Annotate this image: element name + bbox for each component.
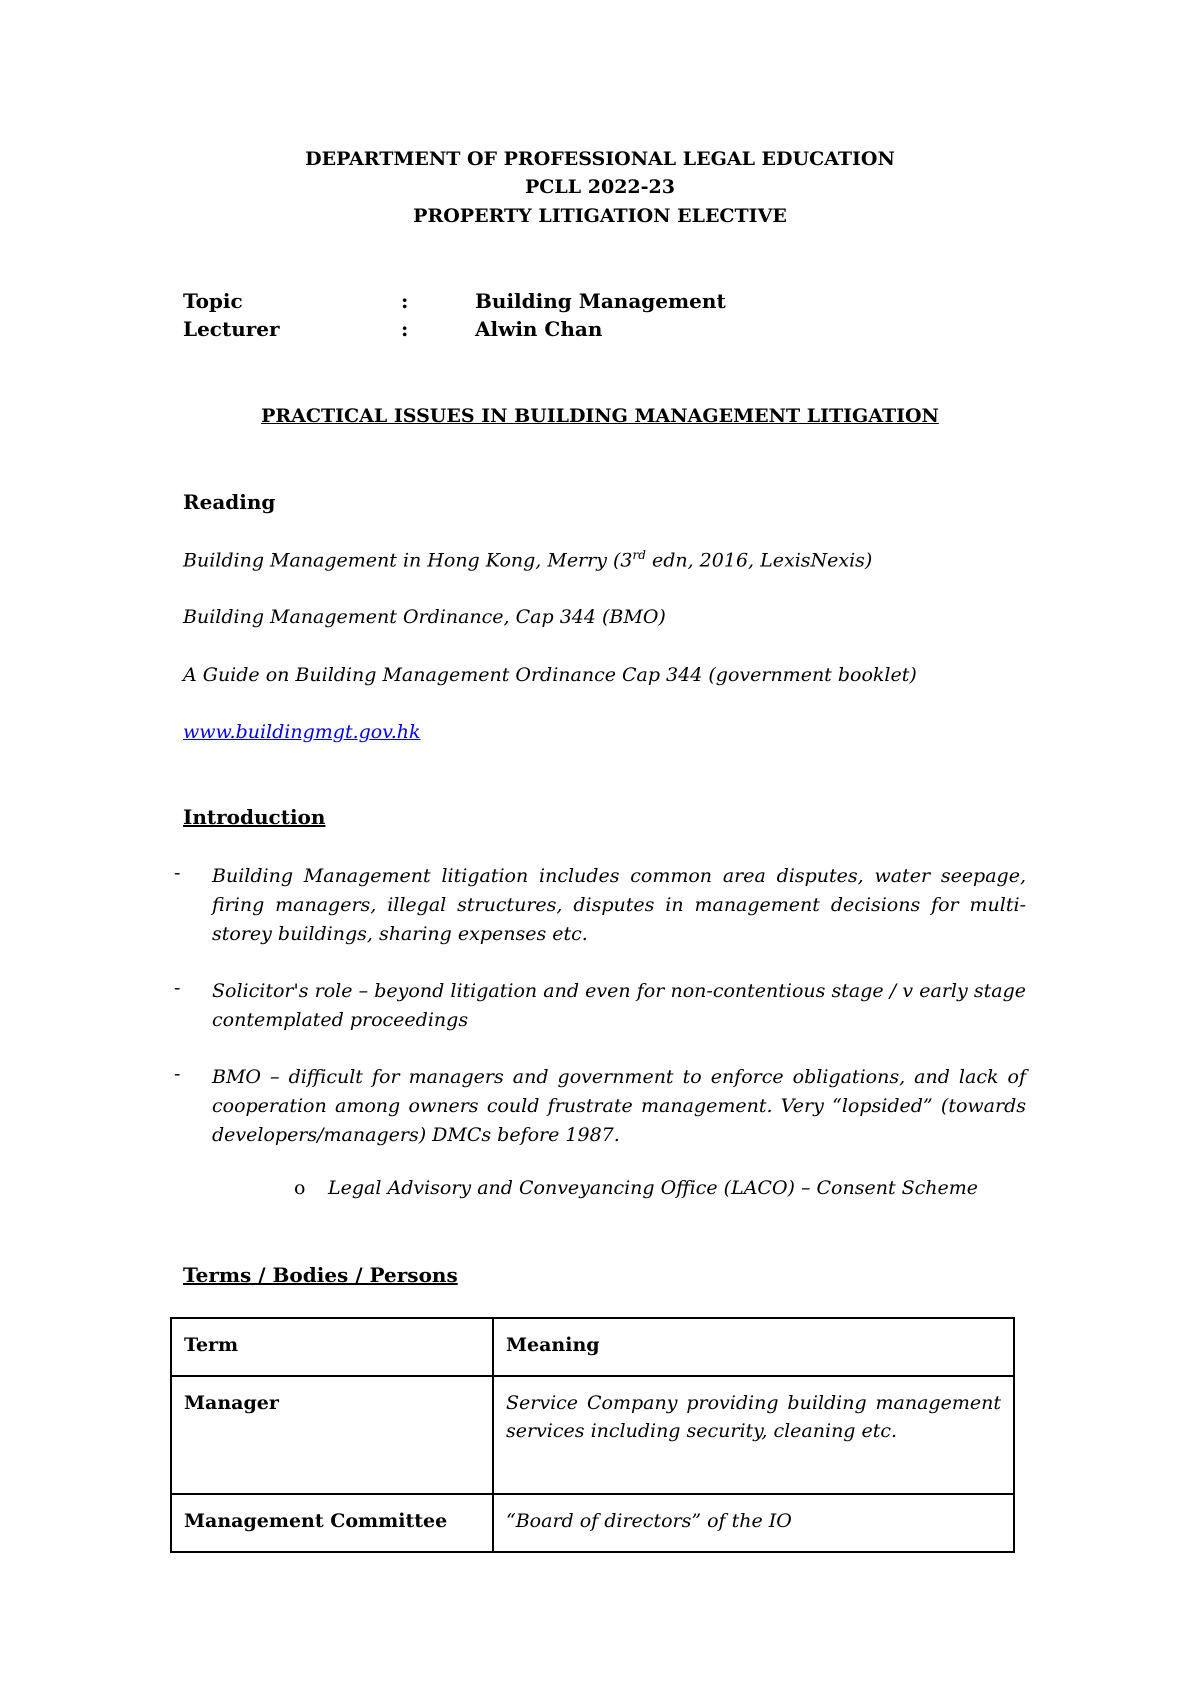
- table-header-row: [171, 1318, 1014, 1376]
- department-heading: DEPARTMENT OF PROFESSIONAL LEGAL EDUCATION: [305, 148, 895, 170]
- header-meaning: Meaning: [493, 1318, 1014, 1376]
- lecturer-value: Alwin Chan: [475, 317, 603, 341]
- topic-value: Building Management: [475, 289, 726, 313]
- buildingmgt-link[interactable]: www.buildingmgt.gov.hk: [183, 721, 421, 743]
- reading-item-merry-superscript: rd: [632, 548, 646, 562]
- elective-heading: PROPERTY LITIGATION ELECTIVE: [413, 205, 787, 227]
- course-heading: PCLL 2022-23: [525, 176, 675, 198]
- bullet-dash: -: [174, 977, 181, 999]
- intro-bullet-1: [174, 862, 1026, 949]
- reading-item-merry-text-b: edn, 2016, LexisNexis): [645, 549, 873, 572]
- topic-colon: :: [401, 289, 409, 313]
- reading-item-merry: [183, 548, 872, 571]
- intro-bullet-3: [174, 1063, 1026, 1150]
- reading-item-merry-text-a: Building Management in Hong Kong, Merry (3: [183, 549, 633, 572]
- bullet-dash: -: [174, 862, 181, 884]
- topic-label: Topic: [183, 289, 243, 313]
- table-row: [171, 1494, 1014, 1552]
- intro-bullet-1-text: Building Management litigation includes common area disputes, water seepage, firing managers, illegal structures, disputes in management decisions for multi-storey buildings, sharing expenses etc.: [212, 865, 1026, 945]
- intro-bullet-2-text: Solicitor's role – beyond litigation and even for non-contentious stage / v early stage contemplated proceedings: [212, 980, 1026, 1031]
- intro-sub-bullet: [294, 1177, 978, 1199]
- term-cell: Management Committee: [171, 1494, 493, 1552]
- term-cell: Manager: [171, 1376, 493, 1494]
- reading-item-guide: A Guide on Building Management Ordinance Cap 344 (government booklet): [183, 664, 917, 686]
- lecturer-colon: :: [401, 317, 409, 341]
- introduction-heading: Introduction: [183, 805, 326, 829]
- intro-sub-bullet-text: Legal Advisory and Conveyancing Office (LACO) – Consent Scheme: [328, 1177, 979, 1199]
- reading-item-bmo: Building Management Ordinance, Cap 344 (BMO): [183, 606, 666, 628]
- intro-bullet-3-text: BMO – difficult for managers and government to enforce obligations, and lack of cooperation among owners could frustrate management. Very “lopsided” (towards developers/managers) DMCs before 1987.: [212, 1066, 1026, 1146]
- document-title: PRACTICAL ISSUES IN BUILDING MANAGEMENT LITIGATION: [261, 405, 939, 427]
- lecturer-label: Lecturer: [183, 317, 280, 341]
- header-term: Term: [171, 1318, 493, 1376]
- topic-row: [183, 289, 783, 317]
- intro-bullet-2: [174, 977, 1026, 1035]
- meaning-cell: “Board of directors” of the IO: [493, 1494, 1014, 1552]
- table-row: [171, 1376, 1014, 1494]
- reading-heading: Reading: [183, 490, 276, 514]
- sub-bullet-marker: o: [294, 1177, 306, 1199]
- terms-table: [170, 1317, 1015, 1553]
- lecturer-row: [183, 317, 783, 345]
- bullet-dash: -: [174, 1063, 181, 1085]
- meaning-cell: Service Company providing building management services including security, cleaning etc.: [493, 1376, 1014, 1494]
- terms-heading: Terms / Bodies / Persons: [183, 1263, 458, 1287]
